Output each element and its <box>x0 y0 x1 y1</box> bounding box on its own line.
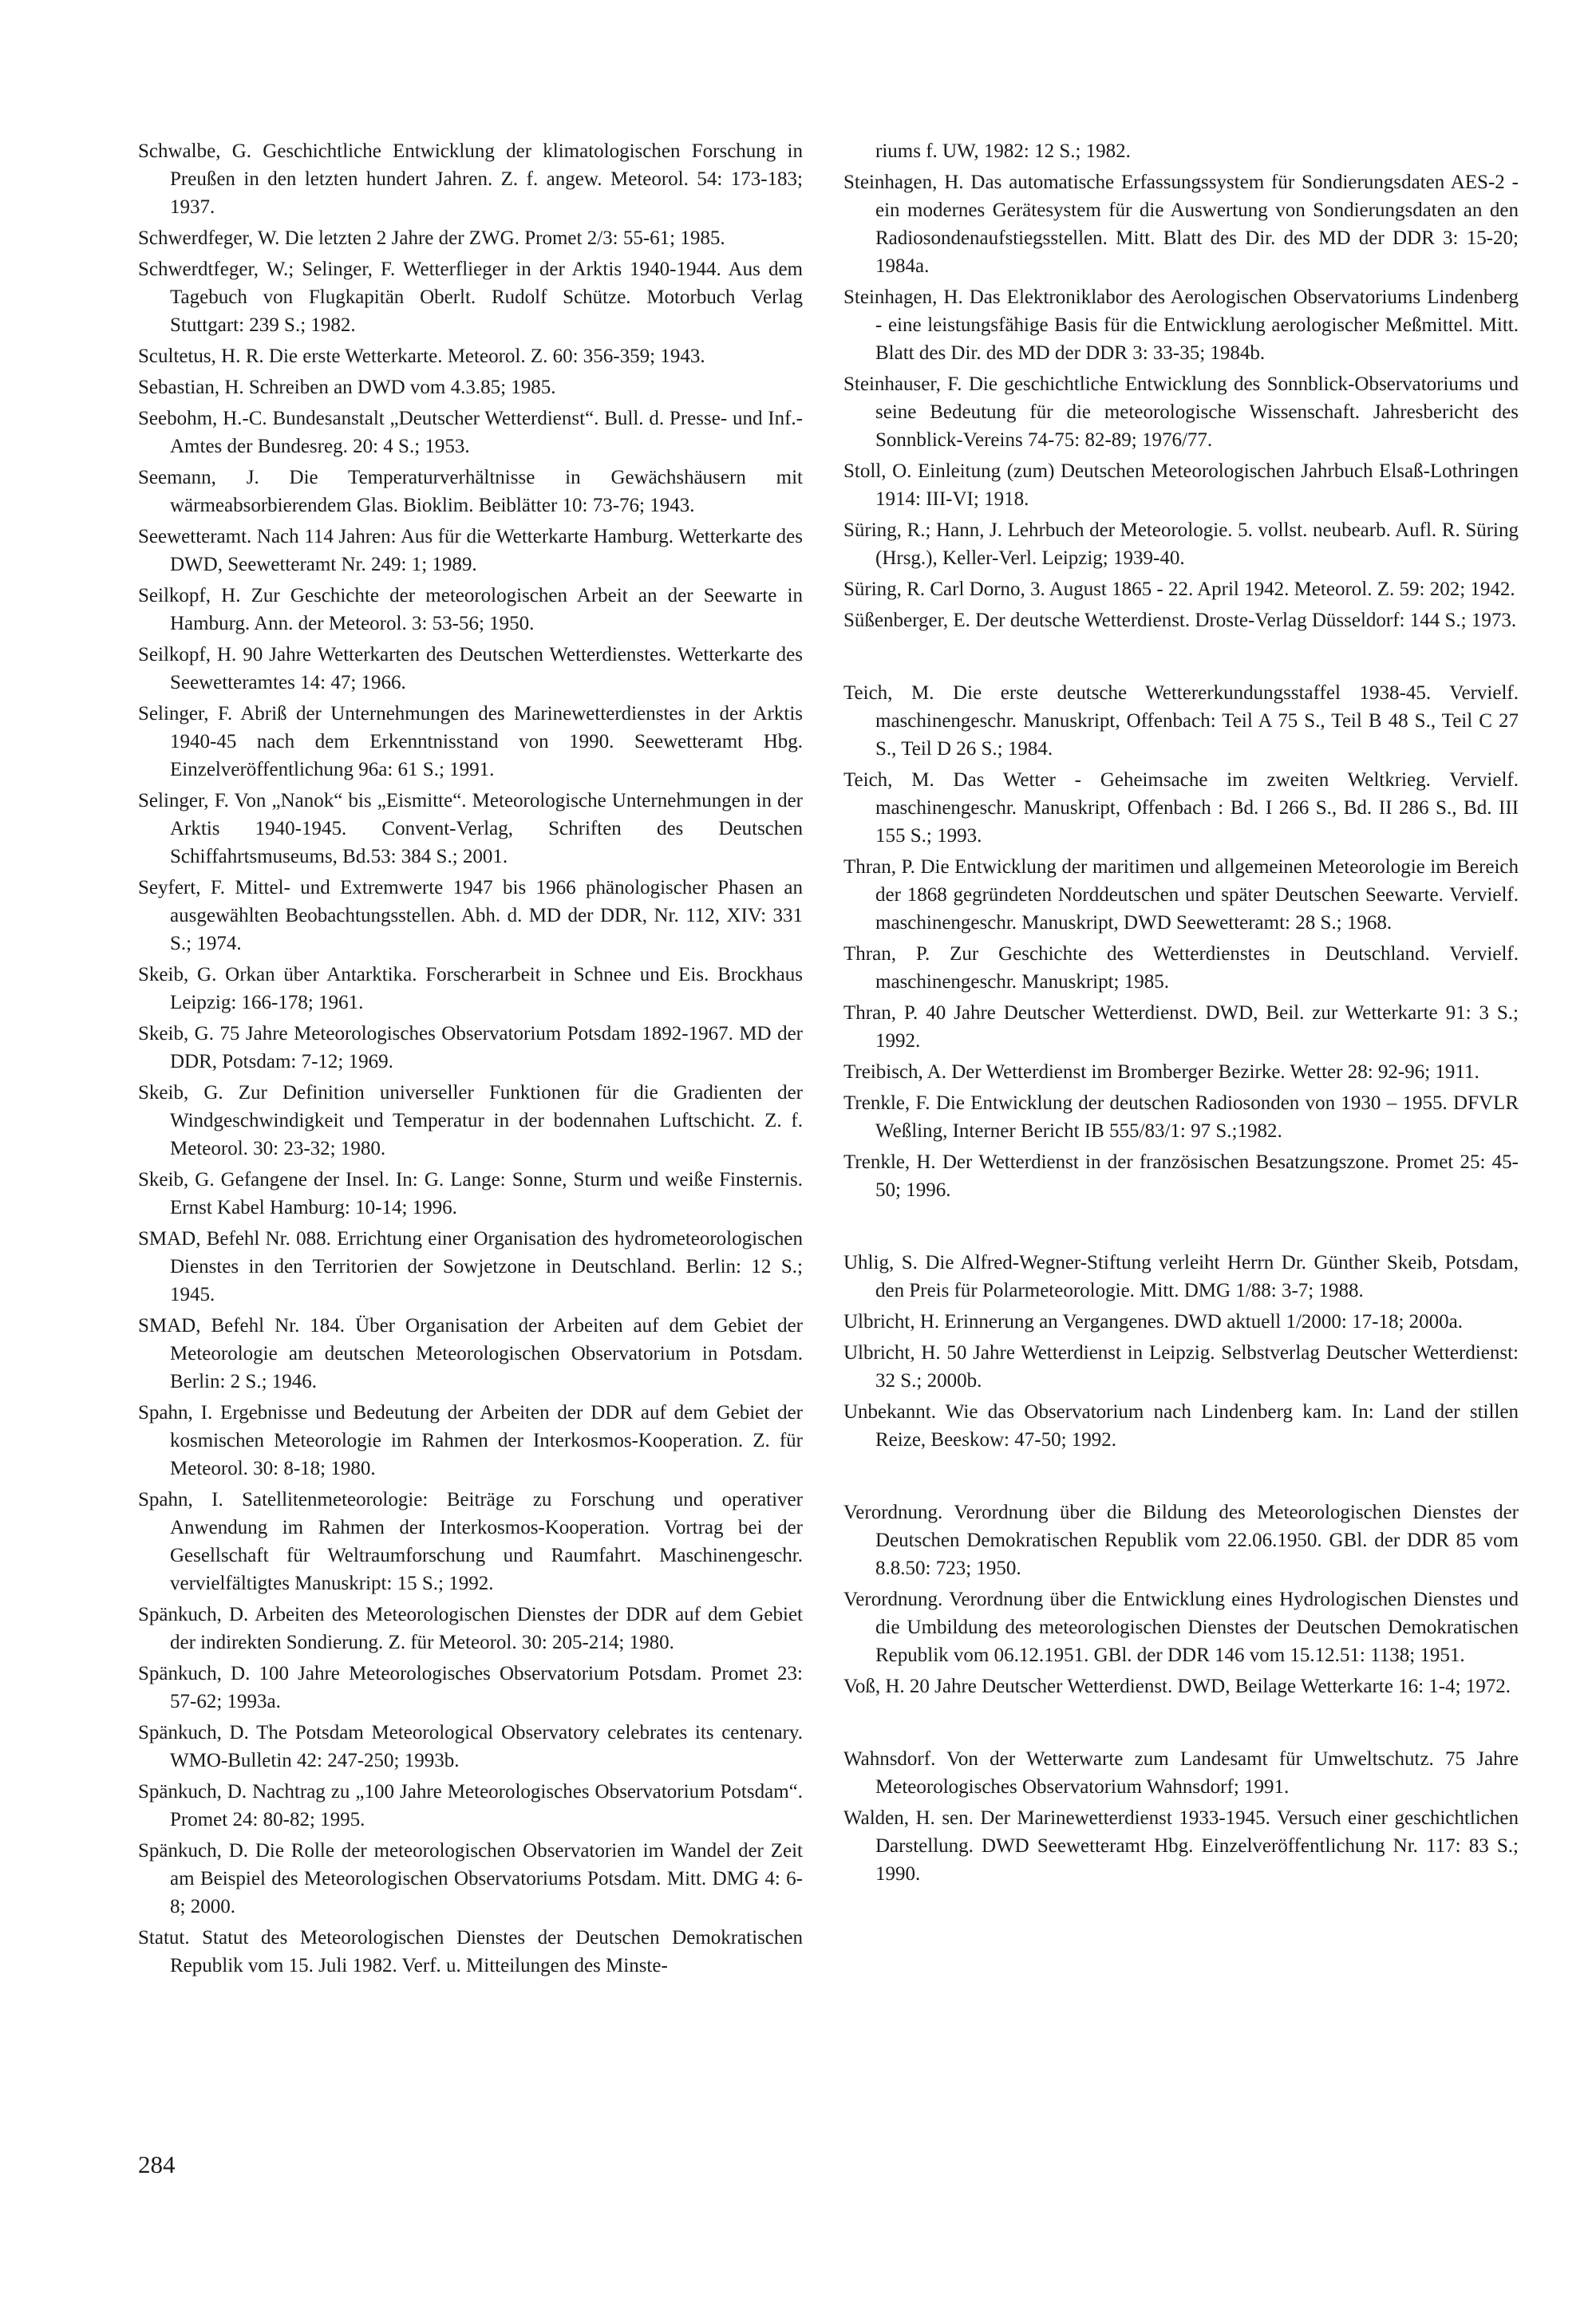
reference-entry: Teich, M. Die erste deutsche Wettererkundungsstaffel 1938-45. Vervielf. maschinengeschr. Manuskript, Offenbach: Teil A 75 S., Teil B 48 S., Teil C 27 S., Teil D 26 S.; 1984. <box>843 682 1519 760</box>
reference-entry: Verordnung. Verordnung über die Bildung des Meteorologischen Dienstes der Deutschen Demokratischen Republik vom 22.06.1950. GBl. der DDR 85 vom 8.8.50: 723; 1950. <box>843 1502 1519 1579</box>
reference-entry: Seyfert, F. Mittel- und Extremwerte 1947 bis 1966 phänologischer Phasen an ausgewählten Beobachtungsstellen. Abh. d. MD der DDR, Nr. 112, XIV: 331 S.; 1974. <box>138 877 803 954</box>
reference-entry: Verordnung. Verordnung über die Entwicklung eines Hydrologischen Dienstes und die Umbildung des meteorologischen Dienstes der Deutschen Demokratischen Republik vom 06.12.1951. GBl. der DDR 146 vom 15.12.51: 1138; 1951. <box>843 1589 1519 1666</box>
reference-entry: Skeib, G. 75 Jahre Meteorologisches Observatorium Potsdam 1892-1967. MD der DDR, Potsdam: 7-12; 1969. <box>138 1023 803 1072</box>
page-number: 284 <box>138 2150 176 2178</box>
letter-group-gap <box>843 1457 1519 1499</box>
letter-group-gap <box>843 1704 1519 1745</box>
reference-entry: Spahn, I. Ergebnisse und Bedeutung der Arbeiten der DDR auf dem Gebiet der kosmischen Meteorologie im Rahmen der Interkosmos-Kooperation. Z. für Meteorol. 30: 8-18; 1980. <box>138 1402 803 1479</box>
reference-entry: Steinhagen, H. Das automatische Erfassungssystem für Sondierungsdaten AES-2 - ein modernes Gerätesystem für die Auswertung von Sondierungsdaten an den Radiosondenaufstiegsstellen. Mitt. Blatt des Dir. des MD der DDR 3: 15-20; 1984a. <box>843 172 1519 277</box>
reference-entry: Skeib, G. Orkan über Antarktika. Forscherarbeit in Schnee und Eis. Brockhaus Leipzig: 166-178; 1961. <box>138 964 803 1013</box>
reference-group-u <box>843 1249 1519 1454</box>
reference-entry: Schwalbe, G. Geschichtliche Entwicklung der klimatologischen Forschung in Preußen in den letzten hundert Jahren. Z. f. angew. Meteorol. 54: 173-183; 1937. <box>138 140 803 218</box>
reference-entry: SMAD, Befehl Nr. 088. Errichtung einer Organisation des hydrometeorologischen Dienstes in den Territorien der Sowjetzone in Deutschland. Berlin: 12 S.; 1945. <box>138 1228 803 1305</box>
reference-entry: Wahnsdorf. Von der Wetterwarte zum Landesamt für Umweltschutz. 75 Jahre Meteorologisches Observatorium Wahnsdorf; 1991. <box>843 1748 1519 1798</box>
reference-entry: Spänkuch, D. Die Rolle der meteorologischen Observatorien im Wandel der Zeit am Beispiel des Meteorologischen Observatoriums Potsdam. Mitt. DMG 4: 6-8; 2000. <box>138 1840 803 1917</box>
reference-entry: SMAD, Befehl Nr. 184. Über Organisation der Arbeiten auf dem Gebiet der Meteorologie am deutschen Meteorologischen Observatorium in Potsdam. Berlin: 2 S.; 1946. <box>138 1315 803 1392</box>
reference-entry: Trenkle, F. Die Entwicklung der deutschen Radiosonden von 1930 – 1955. DFVLR Weßling, Interner Bericht IB 555/83/1: 97 S.;1982. <box>843 1092 1519 1142</box>
reference-continuation: riums f. UW, 1982: 12 S.; 1982. <box>875 140 1131 162</box>
reference-entry: Seebohm, H.-C. Bundesanstalt „Deutscher Wetterdienst“. Bull. d. Presse- und Inf.-Amtes der Bundesreg. 20: 4 S.; 1953. <box>138 408 803 457</box>
reference-group-t <box>843 679 1519 1204</box>
reference-entry: Scultetus, H. R. Die erste Wetterkarte. Meteorol. Z. 60: 356-359; 1943. <box>138 346 705 367</box>
reference-entry: Süring, R. Carl Dorno, 3. August 1865 - 22. April 1942. Meteorol. Z. 59: 202; 1942. <box>843 578 1515 600</box>
reference-entry: Seewetteramt. Nach 114 Jahren: Aus für die Wetterkarte Hamburg. Wetterkarte des DWD, Seewetteramt Nr. 249: 1; 1989. <box>138 526 803 575</box>
reference-entry: Statut. Statut des Meteorologischen Dienstes der Deutschen Demokratischen Republik vom 15. Juli 1982. Verf. u. Mitteilungen des Minste- <box>138 1927 803 1976</box>
reference-group-w <box>843 1745 1519 1888</box>
reference-entry: Spahn, I. Satellitenmeteorologie: Beiträge zu Forschung und operativer Anwendung im Rahmen der Interkosmos-Kooperation. Vortrag bei der Gesellschaft für Weltraumforschung und Raumfahrt. Maschinengeschr. vervielfältigtes Manuskript: 15 S.; 1992. <box>138 1489 803 1594</box>
reference-entry: Sebastian, H. Schreiben an DWD vom 4.3.85; 1985. <box>138 377 556 398</box>
reference-entry: Thran, P. Die Entwicklung der maritimen und allgemeinen Meteorologie im Bereich der 1868 gegründeten Norddeutschen und später Deutschen Seewarte. Vervielf. maschinengeschr. Manuskript, DWD Seewetteramt: 28 S.; 1968. <box>843 856 1519 934</box>
reference-entry: Spänkuch, D. Arbeiten des Meteorologischen Dienstes der DDR auf dem Gebiet der indirekten Sondierung. Z. für Meteorol. 30: 205-214; 1980. <box>138 1604 803 1653</box>
reference-entry: Ulbricht, H. Erinnerung an Vergangenes. DWD aktuell 1/2000: 17-18; 2000a. <box>843 1311 1463 1333</box>
reference-entry: Voß, H. 20 Jahre Deutscher Wetterdienst. DWD, Beilage Wetterkarte 16: 1-4; 1972. <box>843 1676 1511 1697</box>
reference-entry: Selinger, F. Abriß der Unternehmungen des Marinewetterdienstes in der Arktis 1940-45 nach dem Erkenntnisstand von 1990. Seewetteramt Hbg. Einzelveröffentlichung 96a: 61 S.; 1991. <box>138 703 803 780</box>
reference-entry: Stoll, O. Einleitung (zum) Deutschen Meteorologischen Jahrbuch Elsaß-Lothringen 1914: III-VI; 1918. <box>843 460 1519 510</box>
letter-group-gap <box>843 638 1519 679</box>
reference-group-v <box>843 1499 1519 1700</box>
reference-entry: Spänkuch, D. 100 Jahre Meteorologisches Observatorium Potsdam. Promet 23: 57-62; 1993a. <box>138 1663 803 1712</box>
reference-entry: Uhlig, S. Die Alfred-Wegner-Stiftung verleiht Herrn Dr. Günther Skeib, Potsdam, den Preis für Polarmeteorologie. Mitt. DMG 1/88: 3-7; 1988. <box>843 1252 1519 1301</box>
right-column <box>843 137 1519 1891</box>
reference-entry: Ulbricht, H. 50 Jahre Wetterdienst in Leipzig. Selbstverlag Deutscher Wetterdienst: 32 S.; 2000b. <box>843 1342 1519 1392</box>
reference-entry: Seilkopf, H. 90 Jahre Wetterkarten des Deutschen Wetterdienstes. Wetterkarte des Seewetteramtes 14: 47; 1966. <box>138 644 803 693</box>
reference-entry: Skeib, G. Zur Definition universeller Funktionen für die Gradienten der Windgeschwindigkeit und Temperatur in der bodennahen Luftschicht. Z. f. Meteorol. 30: 23-32; 1980. <box>138 1082 803 1159</box>
reference-entry: Treibisch, A. Der Wetterdienst im Bromberger Bezirke. Wetter 28: 92-96; 1911. <box>843 1061 1479 1083</box>
reference-entry: Trenkle, H. Der Wetterdienst in der französischen Besatzungszone. Promet 25: 45-50; 1996. <box>843 1151 1519 1201</box>
reference-entry: Steinhagen, H. Das Elektroniklabor des Aerologischen Observatoriums Lindenberg - eine leistungsfähige Basis für die Entwicklung aerologischer Meßmittel. Mitt. Blatt des Dir. des MD der DDR 3: 33-35; 1984b. <box>843 286 1519 364</box>
reference-entry: Spänkuch, D. The Potsdam Meteorological Observatory celebrates its centenary. WMO-Bulletin 42: 247-250; 1993b. <box>138 1722 803 1771</box>
reference-entry: Seilkopf, H. Zur Geschichte der meteorologischen Arbeit an der Seewarte in Hamburg. Ann. der Meteorol. 3: 53-56; 1950. <box>138 585 803 634</box>
reference-entry: Süßenberger, E. Der deutsche Wetterdienst. Droste-Verlag Düsseldorf: 144 S.; 1973. <box>843 610 1517 631</box>
reference-entry: Thran, P. 40 Jahre Deutscher Wetterdienst. DWD, Beil. zur Wetterkarte 91: 3 S.; 1992. <box>843 1002 1519 1052</box>
reference-entry: Unbekannt. Wie das Observatorium nach Lindenberg kam. In: Land der stillen Reize, Beeskow: 47-50; 1992. <box>843 1401 1519 1451</box>
reference-entry: Thran, P. Zur Geschichte des Wetterdienstes in Deutschland. Vervielf. maschinengeschr. Manuskript; 1985. <box>843 943 1519 993</box>
reference-entry: Seemann, J. Die Temperaturverhältnisse in Gewächshäusern mit wärmeabsorbierendem Glas. Bioklim. Beiblätter 10: 73-76; 1943. <box>138 467 803 516</box>
reference-entry: Skeib, G. Gefangene der Insel. In: G. Lange: Sonne, Sturm und weiße Finsternis. Ernst Kabel Hamburg: 10-14; 1996. <box>138 1169 803 1218</box>
reference-group-st <box>843 168 1519 634</box>
reference-entry: Walden, H. sen. Der Marinewetterdienst 1933-1945. Versuch einer geschichtlichen Darstellung. DWD Seewetteramt Hbg. Einzelveröffentlichung Nr. 117: 83 S.; 1990. <box>843 1807 1519 1885</box>
reference-entry: Schwerdfeger, W. Die letzten 2 Jahre der ZWG. Promet 2/3: 55-61; 1985. <box>138 227 725 249</box>
left-column <box>138 137 803 1983</box>
reference-entry: Schwerdtfeger, W.; Selinger, F. Wetterflieger in der Arktis 1940-1944. Aus dem Tagebuch von Flugkapitän Oberlt. Rudolf Schütze. Motorbuch Verlag Stuttgart: 239 S.; 1982. <box>138 259 803 336</box>
reference-entry: Süring, R.; Hann, J. Lehrbuch der Meteorologie. 5. vollst. neubearb. Aufl. R. Süring (Hrsg.), Keller-Verl. Leipzig; 1939-40. <box>843 519 1519 569</box>
reference-entry: Spänkuch, D. Nachtrag zu „100 Jahre Meteorologisches Observatorium Potsdam“. Promet 24: 80-82; 1995. <box>138 1781 803 1830</box>
reference-entry: Steinhauser, F. Die geschichtliche Entwicklung des Sonnblick-Observatoriums und seine Bedeutung für die meteorologische Wissenschaft. Jahresbericht des Sonnblick-Vereins 74-75: 82-89; 1976/77. <box>843 373 1519 451</box>
reference-entry: Teich, M. Das Wetter - Geheimsache im zweiten Weltkrieg. Vervielf. maschinengeschr. Manuskript, Offenbach : Bd. I 266 S., Bd. II 286 S., Bd. III 155 S.; 1993. <box>843 769 1519 847</box>
letter-group-gap <box>843 1207 1519 1249</box>
reference-entry: Selinger, F. Von „Nanok“ bis „Eismitte“. Meteorologische Unternehmungen in der Arktis 1940-1945. Convent-Verlag, Schriften des Deutschen Schiffahrtsmuseums, Bd.53: 384 S.; 2001. <box>138 790 803 867</box>
